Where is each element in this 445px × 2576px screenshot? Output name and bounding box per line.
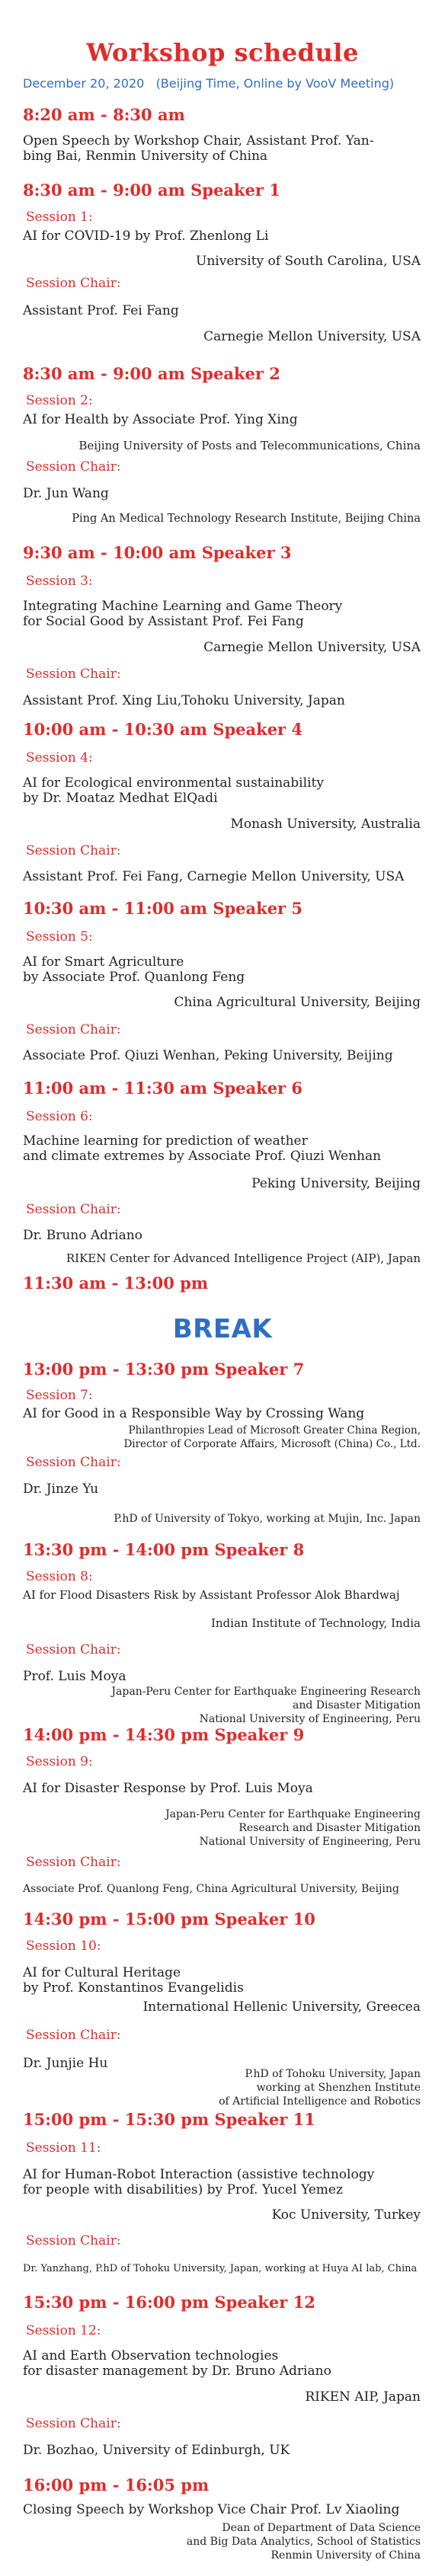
date-subtitle: December 20, 2020 (Beijing Time, Online by VooV Meeting) [23, 76, 395, 91]
session-11-affiliation: Koc University, Turkey [271, 2207, 421, 2223]
session-2-label: Session 2: [26, 393, 93, 408]
session-12-time: 15:30 pm - 16:00 pm Speaker 12 [23, 2293, 315, 2312]
session-7-affiliation: Philanthropies Lead of Microsoft Greater China Region, Director of Corporate Affairs, Microsoft (China) Co., Ltd. [123, 1424, 421, 1450]
session-4-chair: Assistant Prof. Fei Fang, Carnegie Mellon University, USA [23, 869, 405, 884]
session-5-time: 10:30 am - 11:00 am Speaker 5 [23, 899, 303, 918]
session-11-talk: AI for Human-Robot Interaction (assistive technology for people with disabilities) by Prof. Yucel Yemez [23, 2167, 375, 2198]
session-8-label: Session 8: [26, 1569, 93, 1584]
session-11-chair: Dr. Yanzhang, P.hD of Tohoku University, Japan, working at Huya AI lab, China [23, 2263, 418, 2274]
session-6-chair: Dr. Bruno Adriano [23, 1228, 142, 1243]
session-12-chair: Dr. Bozhao, University of Edinburgh, UK [23, 2443, 290, 2458]
session-10-time: 14:30 pm - 15:00 pm Speaker 10 [23, 1910, 315, 1929]
session-4-talk: AI for Ecological environmental sustainability by Dr. Moataz Medhat ElQadi [23, 775, 324, 807]
session-10-chair-affiliation: P.hD of Tohoku University, Japan working at Shenzhen Institute of Artificial Intelligence and Robotics [219, 2068, 421, 2108]
session-3-affiliation: Carnegie Mellon University, USA [203, 640, 421, 655]
session-7-talk: AI for Good in a Responsible Way by Crossing Wang [23, 1406, 365, 1421]
session-3-chair-label: Session Chair: [26, 666, 121, 682]
session-8-affiliation: Indian Institute of Technology, India [210, 1616, 421, 1630]
session-2-affiliation: Beijing University of Posts and Telecommunications, China [78, 439, 421, 452]
session-6-chair-label: Session Chair: [26, 1202, 121, 1217]
session-5-affiliation: China Agricultural University, Beijing [174, 995, 421, 1010]
session-5-talk: AI for Smart Agriculture by Associate Prof. Quanlong Feng [23, 954, 245, 986]
session-3-label: Session 3: [26, 574, 93, 589]
session-8-talk: AI for Flood Disasters Risk by Assistant Professor Alok Bhardwaj [23, 1588, 400, 1602]
session-6-label: Session 6: [26, 1109, 93, 1124]
session-5-chair-label: Session Chair: [26, 1022, 121, 1037]
session-6-affiliation: Peking University, Beijing [251, 1176, 421, 1191]
session-2-talk: AI for Health by Associate Prof. Ying Xing [23, 412, 298, 427]
session-3-time: 9:30 am - 10:00 am Speaker 3 [23, 543, 292, 562]
session-1-chair-affiliation: Carnegie Mellon University, USA [203, 329, 421, 344]
closing-time: 16:00 pm - 16:05 pm [23, 2475, 210, 2495]
closing-text: Closing Speech by Workshop Vice Chair Prof. Lv Xiaoling [23, 2502, 400, 2517]
page-title: Workshop schedule [86, 38, 359, 67]
session-9-label: Session 9: [26, 1754, 93, 1769]
session-6-talk: Machine learning for prediction of weather and climate extremes by Associate Prof. Qiuzi Wenhan [23, 1133, 382, 1165]
session-7-label: Session 7: [26, 1388, 93, 1403]
session-2-chair-label: Session Chair: [26, 459, 121, 475]
session-1-talk: AI for COVID-19 by Prof. Zhenlong Li [23, 229, 269, 244]
session-3-chair: Assistant Prof. Xing Liu,Tohoku University, Japan [23, 693, 345, 708]
session-8-chair-affiliation: Japan-Peru Center for Earthquake Engineering Research and Disaster Mitigation National University of Engineering, Peru [111, 1686, 421, 1726]
session-7-chair-label: Session Chair: [26, 1455, 121, 1470]
session-4-affiliation: Monash University, Australia [230, 817, 421, 832]
session-12-chair-label: Session Chair: [26, 2416, 121, 2431]
lunch-time: 11:30 am - 13:00 pm [23, 1274, 209, 1293]
session-8-chair-label: Session Chair: [26, 1642, 121, 1657]
session-10-chair-label: Session Chair: [26, 2028, 121, 2043]
session-10-affiliation: International Hellenic University, Greecea [142, 1999, 421, 2015]
session-9-chair-label: Session Chair: [26, 1855, 121, 1870]
session-1-time: 8:30 am - 9:00 am Speaker 1 [23, 181, 280, 200]
opening-time: 8:20 am - 8:30 am [23, 105, 185, 124]
session-11-label: Session 11: [26, 2140, 101, 2156]
session-3-talk: Integrating Machine Learning and Game Theory for Social Good by Assistant Prof. Fei Fang [23, 599, 343, 630]
session-5-chair: Associate Prof. Qiuzi Wenhan, Peking University, Beijing [23, 1048, 393, 1063]
session-7-time: 13:00 pm - 13:30 pm Speaker 7 [23, 1360, 305, 1379]
session-7-chair-affiliation: P.hD of University of Tokyo, working at Mujin, Inc. Japan [114, 1513, 421, 1525]
session-6-chair-affiliation: RIKEN Center for Advanced Intelligence Project (AIP), Japan [66, 1251, 421, 1265]
session-1-affiliation: University of South Carolina, USA [196, 254, 421, 269]
session-8-chair: Prof. Luis Moya [23, 1669, 126, 1684]
session-2-chair-affiliation: Ping An Medical Technology Research Institute, Beijing China [72, 513, 421, 525]
session-6-time: 11:00 am - 11:30 am Speaker 6 [23, 1079, 303, 1098]
session-2-chair: Dr. Jun Wang [23, 486, 109, 501]
session-2-time: 8:30 am - 9:00 am Speaker 2 [23, 364, 280, 383]
session-9-affiliation: Japan-Peru Center for Earthquake Engineering Research and Disaster Mitigation National University of Engineering, Peru [165, 1808, 421, 1849]
opening-text: Open Speech by Workshop Chair, Assistant Prof. Yan- bing Bai, Renmin University of China [23, 133, 374, 165]
session-4-chair-label: Session Chair: [26, 843, 121, 858]
session-11-time: 15:00 pm - 15:30 pm Speaker 11 [23, 2110, 315, 2129]
session-4-label: Session 4: [26, 750, 93, 765]
break-heading: BREAK [172, 1314, 273, 1344]
session-9-talk: AI for Disaster Response by Prof. Luis Moya [23, 1781, 313, 1796]
session-1-label: Session 1: [26, 209, 93, 225]
session-7-chair: Dr. Jinze Yu [23, 1481, 99, 1497]
session-9-time: 14:00 pm - 14:30 pm Speaker 9 [23, 1725, 305, 1744]
session-10-chair: Dr. Junjie Hu [23, 2056, 108, 2071]
session-9-chair: Associate Prof. Quanlong Feng, China Agricultural University, Beijing [23, 1883, 399, 1895]
session-10-label: Session 10: [26, 1938, 101, 1954]
session-1-chair-label: Session Chair: [26, 276, 121, 291]
session-10-talk: AI for Cultural Heritage by Prof. Konstantinos Evangelidis [23, 1965, 244, 1996]
closing-affiliation: Dean of Department of Data Science and Big Data Analytics, School of Statistics Renmin University of China [186, 2522, 421, 2562]
session-12-affiliation: RIKEN AIP, Japan [305, 2389, 421, 2405]
session-5-label: Session 5: [26, 929, 93, 944]
session-1-chair: Assistant Prof. Fei Fang [23, 303, 179, 318]
session-4-time: 10:00 am - 10:30 am Speaker 4 [23, 720, 303, 739]
session-12-talk: AI and Earth Observation technologies for disaster management by Dr. Bruno Adriano [23, 2348, 331, 2379]
session-12-label: Session 12: [26, 2323, 101, 2338]
session-11-chair-label: Session Chair: [26, 2233, 121, 2248]
session-8-time: 13:30 pm - 14:00 pm Speaker 8 [23, 1540, 305, 1559]
